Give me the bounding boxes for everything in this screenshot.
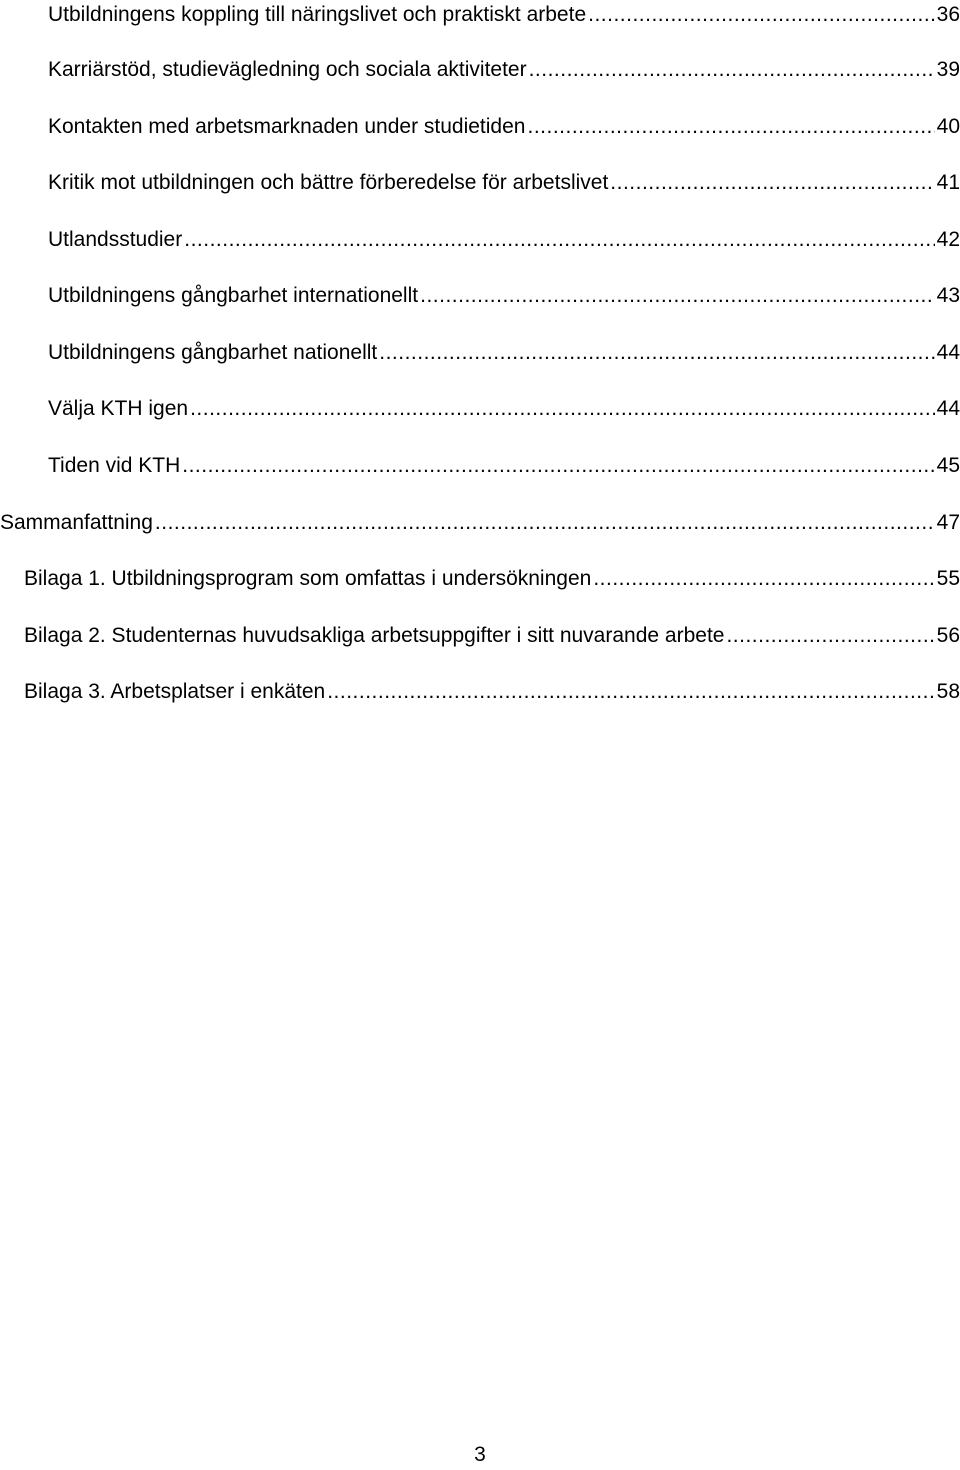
toc-entry[interactable] [24,564,960,594]
toc-entry-title: Bilaga 1. Utbildningsprogram som omfattas i undersökningen [24,567,592,590]
toc-entry-title: Välja KTH igen [48,397,189,420]
toc-entry-title: Utbildningens gångbarhet internationellt [48,284,419,307]
toc-entry-page: 56 [936,624,960,647]
dot-leader [182,451,934,481]
toc-entry-title: Utbildningens koppling till näringslivet och praktiskt arbete [48,3,587,26]
toc-entry[interactable] [0,508,960,538]
toc-entry-page: 36 [936,3,960,26]
toc-entry-title: Utlandsstudier [48,228,183,251]
toc-entry-page: 45 [936,454,960,477]
toc-entry[interactable] [48,0,960,30]
page-number: 3 [474,1443,486,1466]
toc-entry[interactable] [48,112,960,142]
dot-leader [588,0,935,30]
toc-entry-title: Karriärstöd, studievägledning och sociala aktiviteter [48,58,527,81]
toc-entry-page: 41 [936,171,960,194]
toc-entry-page: 40 [936,115,960,138]
toc-entry-page: 47 [936,511,960,534]
toc-entry-title: Tiden vid KTH [48,454,181,477]
dot-leader [726,621,934,651]
toc-entry-page: 58 [936,680,960,703]
dot-leader [610,168,934,198]
dot-leader [184,225,934,255]
dot-leader [327,677,934,707]
toc-entry-title: Bilaga 2. Studenternas huvudsakliga arbetsuppgifter i sitt nuvarande arbete [24,624,725,647]
toc-entry[interactable] [48,225,960,255]
toc-entry-page: 44 [936,341,960,364]
toc-entry[interactable] [24,677,960,707]
dot-leader [527,112,934,142]
toc-entry[interactable] [48,281,960,311]
dot-leader [190,394,935,424]
toc-entry[interactable] [48,168,960,198]
toc-entry-page: 39 [936,58,960,81]
toc-entry-page: 42 [936,228,960,251]
toc-entry-title: Kritik mot utbildningen och bättre förberedelse för arbetslivet [48,171,609,194]
toc-entry-page: 44 [936,397,960,420]
toc-entry-title: Bilaga 3. Arbetsplatser i enkäten [24,680,326,703]
toc-entry-title: Kontakten med arbetsmarknaden under studietiden [48,115,526,138]
dot-leader [155,508,935,538]
dot-leader [593,564,934,594]
toc-entry-title: Utbildningens gångbarhet nationellt [48,341,378,364]
dot-leader [529,55,935,85]
toc-entry[interactable] [24,621,960,651]
toc-entry[interactable] [48,394,960,424]
toc-entry[interactable] [48,55,960,85]
toc-entry-title: Sammanfattning [0,511,153,534]
toc-entry-page: 55 [936,567,960,590]
toc-entry-page: 43 [936,284,960,307]
toc-entry[interactable] [48,338,960,368]
dot-leader [420,281,935,311]
dot-leader [379,338,934,368]
toc-entry[interactable] [48,451,960,481]
